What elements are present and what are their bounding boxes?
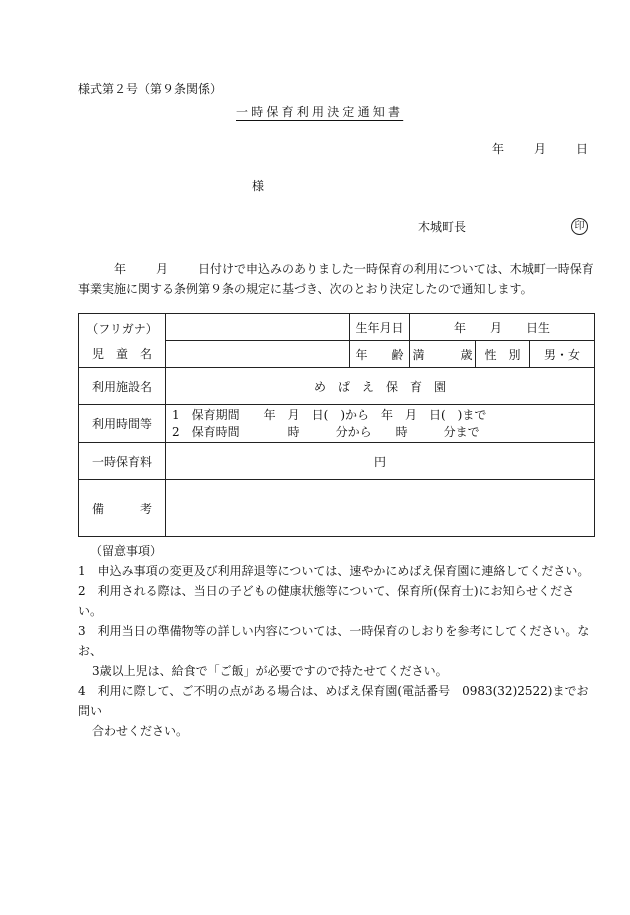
recipient-suffix: 様 <box>252 179 265 193</box>
intro-month: 月 <box>156 262 169 276</box>
remarks-field[interactable] <box>166 480 595 537</box>
note-item-continued: 3歳以上児は、給食で「ご飯」が必要ですので持たせてください。 <box>92 664 448 678</box>
gender-field[interactable]: 男・女 <box>530 341 595 368</box>
date-day: 日 <box>575 142 588 156</box>
child-name-label-cell <box>79 314 166 368</box>
intro-text: 日付けで申込みのありました一時保育の利用については、木城町一時保育事業実施に関する条例第９条の規定に基づき、次のとおり決定したので通知します。 <box>78 262 594 296</box>
note-item: 4 利用に際して、ご不明の点がある場合は、めばえ保育園(電話番号 0983(32)2522)までお問い <box>78 684 589 718</box>
date-year: 年 <box>491 142 504 156</box>
gender-label: 性 別 <box>476 341 530 368</box>
furigana-label: （フリガナ） <box>86 321 158 336</box>
facility-value: め ぱ え 保 育 園 <box>166 368 595 405</box>
intro-paragraph <box>78 259 598 299</box>
document-title: 一時保育利用決定通知書 <box>236 105 404 119</box>
notes-section <box>78 541 598 741</box>
date-line <box>492 143 588 155</box>
hours-line: 2 保育時間 時 分から 時 分まで <box>172 424 480 439</box>
note-item: 2 利用される際は、当日の子どもの健康状態等について、保育所(保育士)にお知らせください。 <box>78 584 575 618</box>
birthdate-label: 生年月日 <box>350 314 410 341</box>
issuer-name: 木城町長 <box>418 220 467 234</box>
intro-year: 年 <box>114 262 127 276</box>
note-item-continued: 合わせください。 <box>92 724 189 738</box>
birthdate-field[interactable]: 年 月 日生 <box>410 314 595 341</box>
notes-heading: （留意事項） <box>90 544 163 558</box>
fee-field[interactable]: 円 <box>166 443 595 480</box>
age-label: 年 齢 <box>350 341 410 368</box>
period-line: 1 保育期間 年 月 日( )から 年 月 日( )まで <box>172 407 487 422</box>
age-field[interactable]: 満 歳 <box>410 341 476 368</box>
time-label: 利用時間等 <box>79 405 166 443</box>
form-number: 様式第２号（第９条関係） <box>78 82 223 96</box>
note-item: 1 申込み事項の変更及び利用辞退等については、速やかにめばえ保育園に連絡してください。 <box>78 564 590 578</box>
fee-label: 一時保育料 <box>79 443 166 480</box>
date-month: 月 <box>533 142 546 156</box>
seal-mark: 印 <box>571 218 588 235</box>
facility-label: 利用施設名 <box>79 368 166 405</box>
child-name-label: 児 童 名 <box>91 346 152 361</box>
remarks-label: 備 考 <box>79 480 166 537</box>
note-item: 3 利用当日の準備物等の詳しい内容については、一時保育のしおりを参考にしてください。なお、 <box>78 624 590 658</box>
furigana-field[interactable] <box>166 314 350 341</box>
child-name-field[interactable] <box>166 341 350 368</box>
time-field[interactable] <box>166 405 595 443</box>
decision-table <box>78 313 595 537</box>
